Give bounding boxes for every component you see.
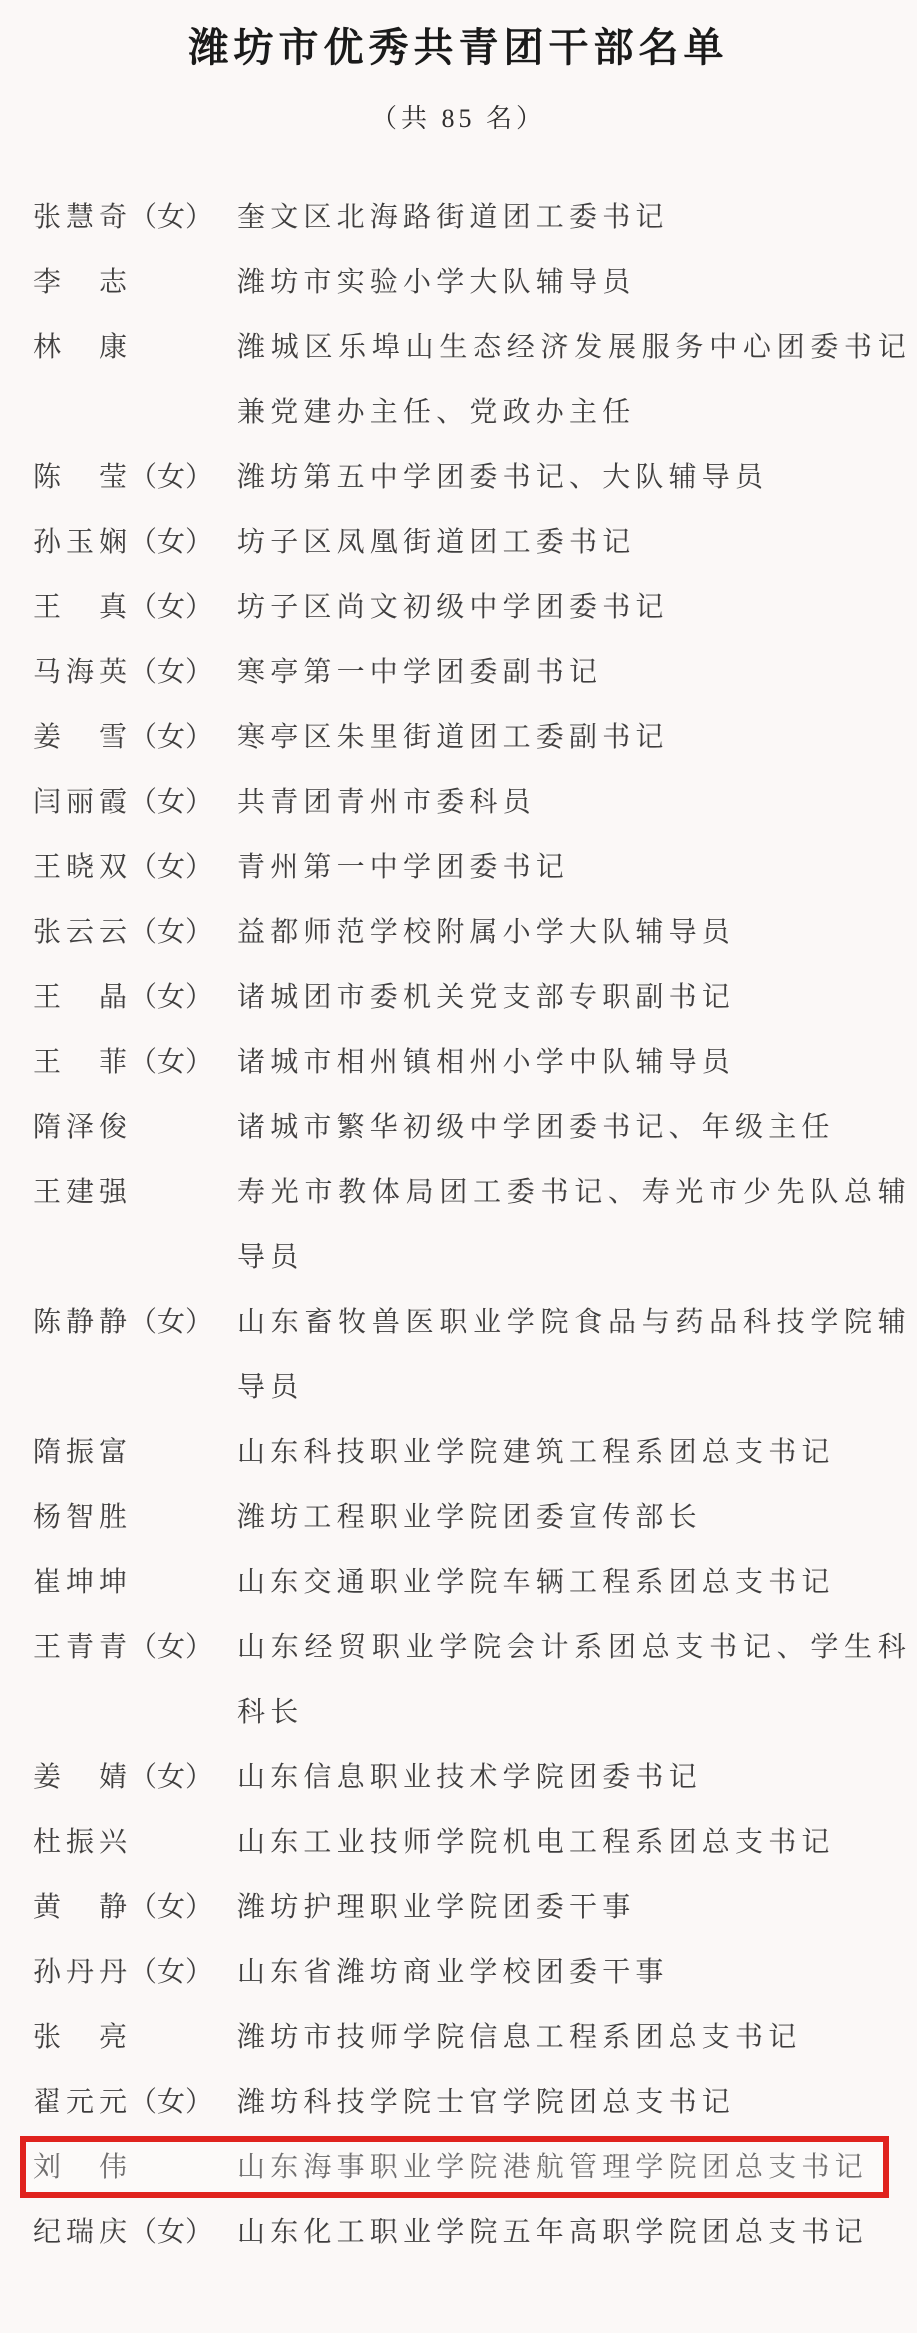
name-char: 刘 <box>33 2152 62 2183</box>
cadre-position: 寒亭区朱里街道团工委副书记 <box>237 722 669 753</box>
cadre-name <box>33 1875 237 1940</box>
name-char: 张 <box>33 917 62 948</box>
list-item <box>0 2070 917 2135</box>
name-char: 云 <box>65 917 94 948</box>
cadre-name-chars <box>33 965 127 1030</box>
name-char: 真 <box>98 592 127 623</box>
cadre-name-chars <box>33 640 127 705</box>
list-item <box>0 2005 917 2070</box>
cadre-name-chars <box>33 900 127 965</box>
name-char: 闫 <box>33 787 62 818</box>
cadre-position: 山东工业技师学院机电工程系团总支书记 <box>237 1827 835 1858</box>
female-suffix: （女） <box>129 1632 214 1663</box>
name-char: 杨 <box>33 1502 62 1533</box>
cadre-name <box>33 1550 237 1615</box>
cadre-position: 青州第一中学团委书记 <box>237 852 570 883</box>
female-suffix: （女） <box>129 982 214 1013</box>
name-char: 黄 <box>33 1892 62 1923</box>
name-char: 丹 <box>65 1957 94 1988</box>
name-char: 雪 <box>98 722 127 753</box>
name-char: 坤 <box>65 1567 94 1598</box>
cadre-name <box>33 185 237 250</box>
cadre-position: 山东信息职业技术学院团委书记 <box>237 1762 702 1793</box>
cadre-name-chars <box>33 835 127 900</box>
name-char: 姜 <box>33 722 62 753</box>
cadre-name <box>33 965 237 1030</box>
female-suffix: （女） <box>129 462 214 493</box>
female-suffix: （女） <box>129 1957 214 1988</box>
female-suffix: （女） <box>129 2217 214 2248</box>
name-char: 玉 <box>65 527 94 558</box>
cadre-position: 共青团青州市委科员 <box>237 787 536 818</box>
name-char: 娴 <box>98 527 127 558</box>
cadre-name-chars <box>33 1875 127 1940</box>
name-char: 志 <box>98 267 127 298</box>
cadre-name-chars <box>33 770 127 835</box>
name-char: 坤 <box>98 1567 127 1598</box>
list-item <box>0 510 917 575</box>
cadre-name <box>33 900 237 965</box>
cadre-name-chars <box>33 1420 127 1485</box>
name-char: 李 <box>33 267 62 298</box>
cadre-name-chars <box>33 2005 127 2070</box>
name-char: 静 <box>98 1892 127 1923</box>
cadre-name-chars <box>33 1290 127 1355</box>
name-char: 元 <box>98 2087 127 2118</box>
cadre-position: 益都师范学校附属小学大队辅导员 <box>237 917 736 948</box>
cadre-name <box>33 1420 237 1485</box>
female-suffix: （女） <box>129 852 214 883</box>
name-char: 隋 <box>33 1112 62 1143</box>
name-char: 张 <box>33 2022 62 2053</box>
name-char: 伟 <box>98 2152 127 2183</box>
list-item <box>0 315 917 445</box>
female-suffix: （女） <box>129 787 214 818</box>
cadre-position: 奎文区北海路街道团工委书记 <box>237 202 669 233</box>
name-char: 纪 <box>33 2217 62 2248</box>
cadre-name-chars <box>33 1095 127 1160</box>
name-char: 静 <box>65 1307 94 1338</box>
name-char: 强 <box>98 1177 127 1208</box>
name-char: 孙 <box>33 527 62 558</box>
female-suffix: （女） <box>129 202 214 233</box>
list-item <box>0 1095 917 1160</box>
cadre-position: 山东畜牧兽医职业学院食品与药品科技学院辅导员 <box>237 1307 911 1403</box>
cadre-position: 山东经贸职业学院会计系团总支书记、学生科科长 <box>237 1632 911 1728</box>
cadre-position: 寒亭第一中学团委副书记 <box>237 657 603 688</box>
cadre-position: 山东科技职业学院建筑工程系团总支书记 <box>237 1437 835 1468</box>
list-item <box>0 705 917 770</box>
name-char: 兴 <box>98 1827 127 1858</box>
name-char: 王 <box>33 982 62 1013</box>
list-item <box>0 1940 917 2005</box>
name-char: 林 <box>33 332 62 363</box>
cadre-name <box>33 1485 237 1550</box>
cadre-position: 寿光市教体局团工委书记、寿光市少先队总辅导员 <box>237 1177 911 1273</box>
name-char: 瑞 <box>65 2217 94 2248</box>
list-item <box>0 770 917 835</box>
name-char: 王 <box>33 1047 62 1078</box>
name-char: 王 <box>33 852 62 883</box>
list-item <box>0 1420 917 1485</box>
cadre-name-chars <box>33 1485 127 1550</box>
cadre-name-chars <box>33 575 127 640</box>
cadre-name-chars <box>33 185 127 250</box>
female-suffix: （女） <box>129 592 214 623</box>
female-suffix: （女） <box>129 1892 214 1923</box>
name-char: 丹 <box>98 1957 127 1988</box>
cadre-position: 诸城市相州镇相州小学中队辅导员 <box>237 1047 736 1078</box>
name-char: 霞 <box>98 787 127 818</box>
name-char: 崔 <box>33 1567 62 1598</box>
name-char: 马 <box>33 657 62 688</box>
cadre-position: 山东海事职业学院港航管理学院团总支书记 <box>237 2152 868 2183</box>
cadre-name-chars <box>33 705 127 770</box>
cadre-name <box>33 2005 237 2070</box>
name-char: 莹 <box>98 462 127 493</box>
name-char: 双 <box>98 852 127 883</box>
cadre-name <box>33 445 237 510</box>
name-char: 王 <box>33 1632 62 1663</box>
cadre-name <box>33 835 237 900</box>
cadre-position: 诸城团市委机关党支部专职副书记 <box>237 982 736 1013</box>
cadre-position: 山东交通职业学院车辆工程系团总支书记 <box>237 1567 835 1598</box>
cadre-name <box>33 1940 237 2005</box>
name-char: 云 <box>98 917 127 948</box>
name-char: 陈 <box>33 462 62 493</box>
name-char: 建 <box>65 1177 94 1208</box>
name-char: 慧 <box>65 202 94 233</box>
list-item <box>0 1485 917 1550</box>
cadre-position: 诸城市繁华初级中学团委书记、年级主任 <box>237 1112 835 1143</box>
name-char: 杜 <box>33 1827 62 1858</box>
cadre-position: 潍城区乐埠山生态经济发展服务中心团委书记兼党建办主任、党政办主任 <box>237 332 911 428</box>
name-char: 张 <box>33 202 62 233</box>
name-char: 亮 <box>98 2022 127 2053</box>
cadre-name-chars <box>33 2070 127 2135</box>
cadre-name-chars <box>33 445 127 510</box>
cadre-name-chars <box>33 1615 127 1680</box>
list-item <box>0 1875 917 1940</box>
cadre-name <box>33 2135 237 2200</box>
list-item <box>0 1745 917 1810</box>
cadre-position: 潍坊市技师学院信息工程系团总支书记 <box>237 2022 802 2053</box>
cadre-name <box>33 1615 237 1680</box>
cadre-name-chars <box>33 510 127 575</box>
cadre-name-chars <box>33 315 127 380</box>
list-item <box>0 185 917 250</box>
cadre-name <box>33 1290 237 1355</box>
name-char: 晶 <box>98 982 127 1013</box>
name-char: 奇 <box>98 202 127 233</box>
name-char: 振 <box>65 1827 94 1858</box>
female-suffix: （女） <box>129 1047 214 1078</box>
name-char: 菲 <box>98 1047 127 1078</box>
cadre-name <box>33 2200 237 2265</box>
cadre-name-chars <box>33 250 127 315</box>
cadre-list <box>0 185 917 2265</box>
list-item <box>0 1615 917 1745</box>
cadre-name <box>33 1810 237 1875</box>
list-item <box>0 445 917 510</box>
name-char: 晓 <box>65 852 94 883</box>
name-char: 泽 <box>65 1112 94 1143</box>
cadre-name-chars <box>33 1940 127 2005</box>
cadre-position: 山东省潍坊商业学校团委干事 <box>237 1957 669 1988</box>
name-char: 隋 <box>33 1437 62 1468</box>
cadre-name <box>33 1095 237 1160</box>
cadre-position: 坊子区凤凰街道团工委书记 <box>237 527 636 558</box>
name-char: 丽 <box>65 787 94 818</box>
list-item <box>0 640 917 705</box>
name-char: 王 <box>33 1177 62 1208</box>
name-char: 孙 <box>33 1957 62 1988</box>
name-char: 元 <box>65 2087 94 2118</box>
cadre-position: 潍坊工程职业学院团委宣传部长 <box>237 1502 702 1533</box>
cadre-name <box>33 510 237 575</box>
name-char: 振 <box>65 1437 94 1468</box>
female-suffix: （女） <box>129 722 214 753</box>
list-item <box>0 900 917 965</box>
cadre-name-chars <box>33 1160 127 1225</box>
list-item <box>0 575 917 640</box>
cadre-name-chars <box>33 1745 127 1810</box>
cadre-name <box>33 1160 237 1225</box>
name-char: 翟 <box>33 2087 62 2118</box>
cadre-name-chars <box>33 1030 127 1095</box>
name-char: 英 <box>98 657 127 688</box>
cadre-name <box>33 315 237 380</box>
female-suffix: （女） <box>129 2087 214 2118</box>
list-item <box>0 1030 917 1095</box>
name-char: 陈 <box>33 1307 62 1338</box>
name-char: 婧 <box>98 1762 127 1793</box>
name-char: 青 <box>65 1632 94 1663</box>
name-char: 海 <box>65 657 94 688</box>
list-item <box>0 1160 917 1290</box>
name-char: 智 <box>65 1502 94 1533</box>
cadre-name <box>33 770 237 835</box>
name-char: 胜 <box>98 1502 127 1533</box>
cadre-name <box>33 575 237 640</box>
name-char: 静 <box>98 1307 127 1338</box>
female-suffix: （女） <box>129 1762 214 1793</box>
cadre-position: 潍坊第五中学团委书记、大队辅导员 <box>237 462 769 493</box>
name-char: 俊 <box>98 1112 127 1143</box>
cadre-name <box>33 705 237 770</box>
female-suffix: （女） <box>129 1307 214 1338</box>
female-suffix: （女） <box>129 657 214 688</box>
name-char: 青 <box>98 1632 127 1663</box>
cadre-name-chars <box>33 2135 127 2200</box>
list-item <box>0 2200 917 2265</box>
list-item <box>0 965 917 1030</box>
name-char: 王 <box>33 592 62 623</box>
cadre-name <box>33 1030 237 1095</box>
cadre-name <box>33 1745 237 1810</box>
list-item <box>0 1810 917 1875</box>
page-title: 潍坊市优秀共青团干部名单 <box>188 25 729 70</box>
cadre-position: 潍坊护理职业学院团委干事 <box>237 1892 636 1923</box>
cadre-position: 潍坊市实验小学大队辅导员 <box>237 267 636 298</box>
list-item <box>0 2135 917 2200</box>
cadre-position: 潍坊科技学院士官学院团总支书记 <box>237 2087 736 2118</box>
cadre-name-chars <box>33 2200 127 2265</box>
female-suffix: （女） <box>129 917 214 948</box>
cadre-name-chars <box>33 1810 127 1875</box>
list-item <box>0 1550 917 1615</box>
list-item <box>0 835 917 900</box>
cadre-position: 坊子区尚文初级中学团委书记 <box>237 592 669 623</box>
name-char: 富 <box>98 1437 127 1468</box>
female-suffix: （女） <box>129 527 214 558</box>
name-char: 姜 <box>33 1762 62 1793</box>
cadre-name <box>33 250 237 315</box>
list-item <box>0 1290 917 1420</box>
cadre-name <box>33 640 237 705</box>
name-char: 庆 <box>98 2217 127 2248</box>
page-subtitle: （共 85 名） <box>370 104 546 133</box>
cadre-name-chars <box>33 1550 127 1615</box>
name-char: 康 <box>98 332 127 363</box>
cadre-name <box>33 2070 237 2135</box>
list-item <box>0 250 917 315</box>
cadre-position: 山东化工职业学院五年高职学院团总支书记 <box>237 2217 868 2248</box>
